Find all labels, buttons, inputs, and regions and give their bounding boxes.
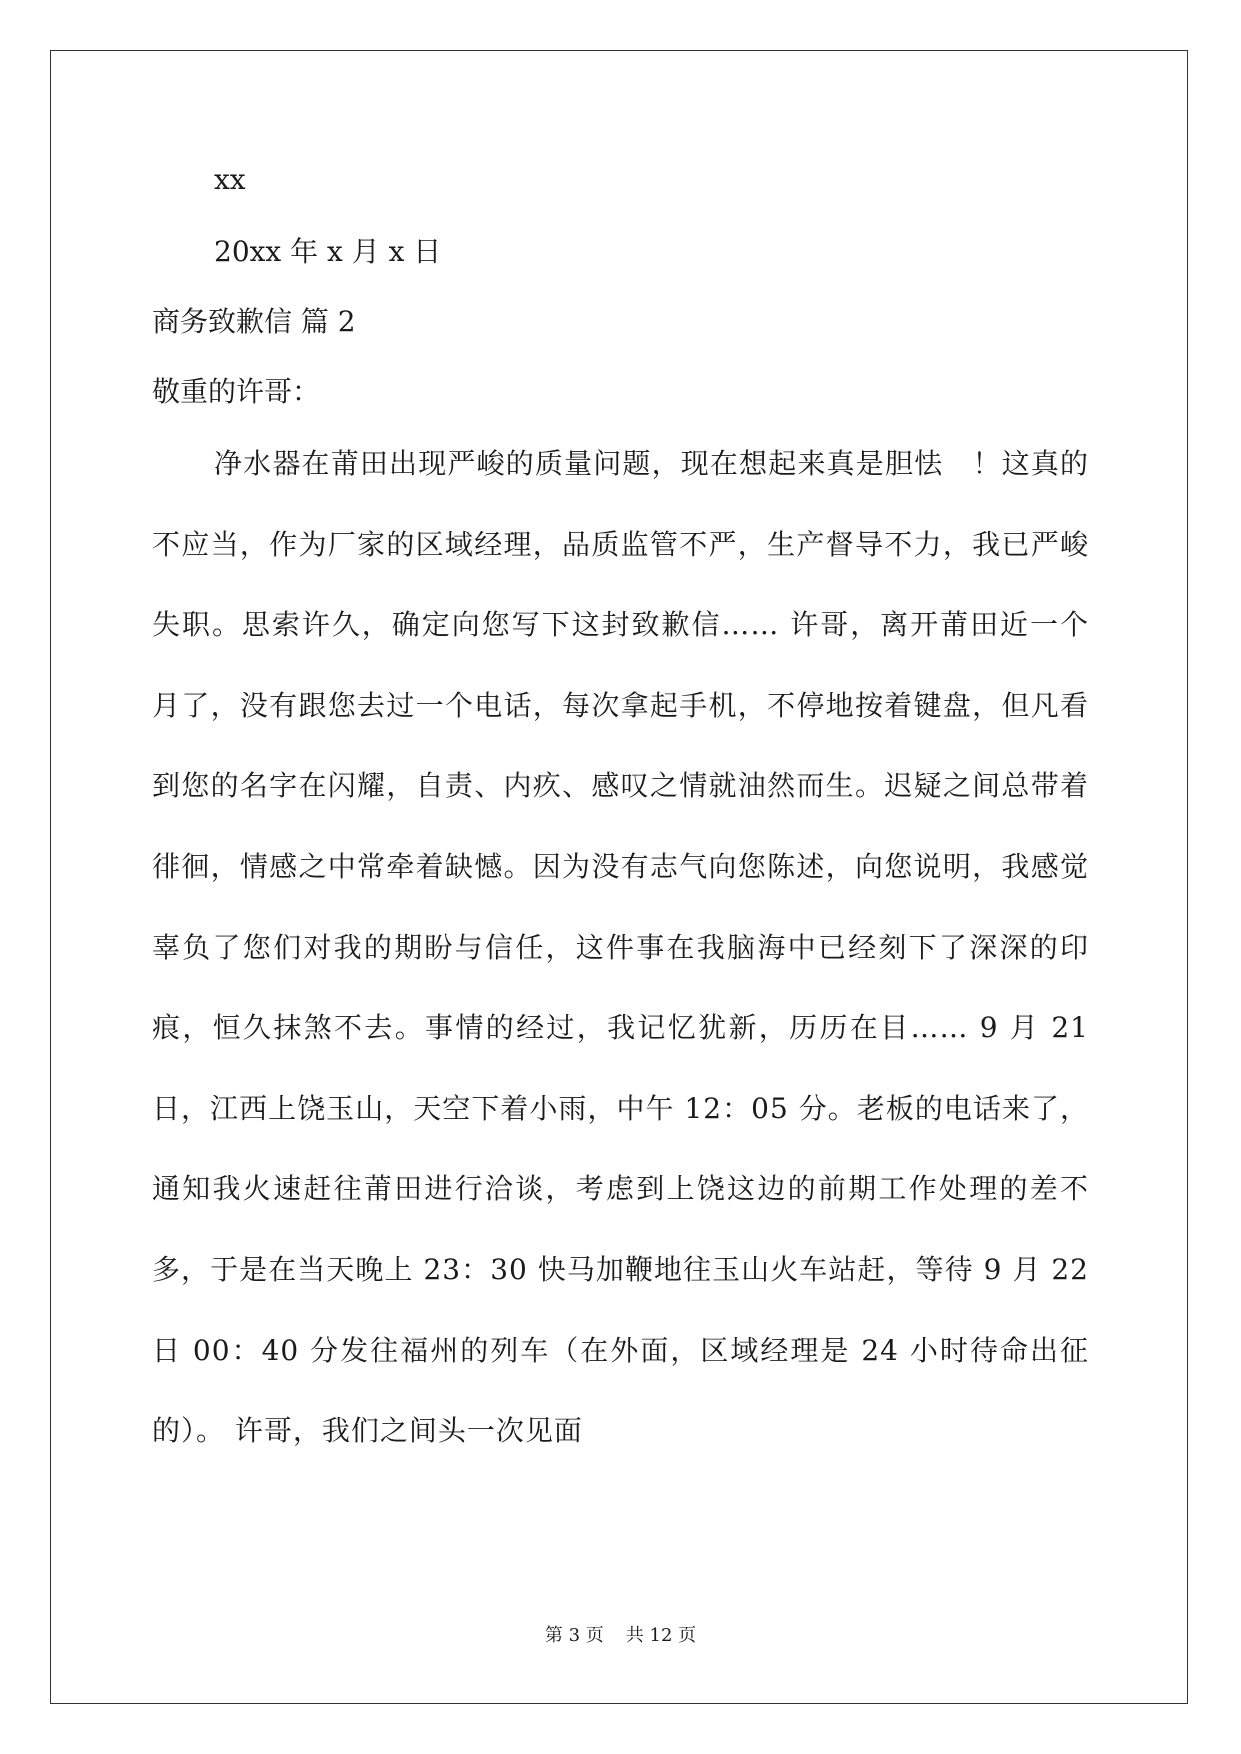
page-number: 第 3 页	[544, 1625, 604, 1646]
salutation: 敬重的许哥：	[152, 375, 321, 408]
body-paragraph: 净水器在莆田出现严峻的质量问题，现在想起来真是胆怯 ！这真的不应当，作为厂家的区域经理，品质监管不严，生产督导不力，我已严峻失职。思索许久，确定向您写下这封致歉信…… 许哥，离开莆田近一个月了，没有跟您去过一个电话，每次拿起手机，不停地按着键盘，但凡看到您的名字在闪耀，自责、内疚、感叹之情就油然而生。迟疑之间总带着徘徊，情感之中常牵着缺憾。因为没有志气向您陈述，向您说明，我感觉辜负了您们对我的期盼与信任，这件事在我脑海中已经刻下了深深的印痕，恒久抹煞不去。事情的经过，我记忆犹新，历历在目…… 9 月 21 日，江西上饶玉山，天空下着小雨，中午 12：05 分。老板的电话来了，通知我火速赶往莆田进行洽谈，考虑到上饶这边的前期工作处理的差不多，于是在当天晚上 23：30 快马加鞭地往玉山火车站赶，等待 9 月 22 日 00：40 分发往福州的列车（在外面，区域经理是 24 小时待命出征的）。 许哥，我们之间头一次见面	[152, 447, 1089, 1448]
total-pages: 共 12 页	[625, 1625, 697, 1646]
page-footer	[0, 1624, 1241, 1648]
date-line: 20xx 年 x 月 x 日	[214, 235, 442, 268]
signature-line: xx	[214, 163, 246, 196]
section-title: 商务致歉信 篇 2	[152, 305, 356, 338]
